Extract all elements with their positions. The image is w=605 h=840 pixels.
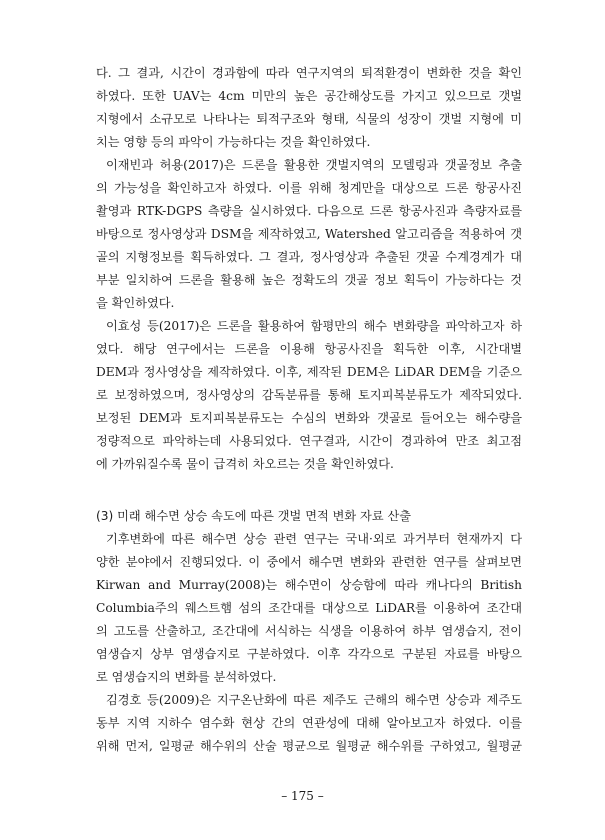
section-heading: (3) 미래 해수면 상승 속도에 따른 갯벌 면적 변화 자료 산출 bbox=[96, 509, 412, 523]
paragraph-3-line-4: 로 보정하였으며, 정사영상의 감독분류를 통해 토지피복분류도가 제작되었다. bbox=[96, 388, 522, 402]
paragraph-3-line-1: 이효성 등(2017)은 드론을 활용하여 함평만의 해수 변화량을 파악하고자 하 bbox=[106, 319, 522, 333]
paragraph-5-line-1: 김경호 등(2009)은 지구온난화에 따른 제주도 근해의 해수면 상승과 제주도 bbox=[106, 693, 522, 707]
paragraph-1-line-3: 지형에서 소규모로 나타나는 퇴적구조와 형태, 식물의 성장이 갯벌 지형에 미 bbox=[96, 112, 522, 126]
paragraph-3-line-6: 정량적으로 파악하는데 사용되었다. 연구결과, 시간이 경과하여 만조 최고점 bbox=[96, 434, 522, 448]
paragraph-2-line-5: 골의 지형정보를 획득하였다. 그 결과, 정사영상과 추출된 갯골 수계경계가 대 bbox=[96, 250, 522, 264]
paragraph-4-line-2: 양한 분야에서 진행되었다. 이 중에서 해수면 변화와 관련한 연구를 살펴보면 bbox=[96, 555, 522, 569]
paragraph-4-line-4: Columbia주의 웨스트햄 섬의 조간대를 대상으로 LiDAR를 이용하여 조간대 bbox=[96, 601, 522, 615]
paragraph-5-line-3: 위해 먼저, 일평균 해수위의 산술 평균으로 월평균 해수위를 구하였고, 월평균 bbox=[96, 739, 522, 753]
paragraph-4-line-1: 기후변화에 따른 해수면 상승 관련 연구는 국내·외로 과거부터 현재까지 다 bbox=[106, 532, 522, 546]
paragraph-2-line-2: 의 가능성을 확인하고자 하였다. 이를 위해 청계만을 대상으로 드론 항공사진 bbox=[96, 181, 522, 195]
paragraph-3-line-5: 보정된 DEM과 토지피복분류도는 수심의 변화와 갯골로 들어오는 해수량을 bbox=[96, 411, 522, 425]
paragraph-1-line-4: 치는 영향 등의 파악이 가능하다는 것을 확인하였다. bbox=[96, 135, 371, 149]
paragraph-3-line-3: DEM과 정사영상을 제작하였다. 이후, 제작된 DEM은 LiDAR DEM을 기준으 bbox=[96, 365, 522, 379]
paragraph-5-line-2: 동부 지역 지하수 염수화 현상 간의 연관성에 대해 알아보고자 하였다. 이를 bbox=[96, 716, 522, 730]
paragraph-4-line-3: Kirwan and Murray(2008)는 해수면이 상승함에 따라 캐나다의 British bbox=[96, 578, 522, 592]
paragraph-3-line-7: 에 가까워질수록 물이 급격히 차오르는 것을 확인하였다. bbox=[96, 457, 394, 471]
paragraph-2-line-3: 촬영과 RTK-DGPS 측량을 실시하였다. 다음으로 드론 항공사진과 측량자료를 bbox=[96, 204, 522, 218]
paragraph-2-line-6: 부분 일치하여 드론을 활용해 높은 정확도의 갯골 정보 획득이 가능하다는 것 bbox=[96, 273, 522, 287]
paragraph-2-line-4: 바탕으로 정사영상과 DSM을 제작하였고, Watershed 알고리즘을 적용하여 갯 bbox=[96, 227, 522, 241]
paragraph-1-line-1: 다. 그 결과, 시간이 경과함에 따라 연구지역의 퇴적환경이 변화한 것을 확인 bbox=[96, 66, 522, 80]
paragraph-1-line-2: 하였다. 또한 UAV는 4cm 미만의 높은 공간해상도를 가지고 있으므로 갯벌 bbox=[96, 89, 522, 103]
paragraph-4-line-6: 염생습지 상부 염생습지로 구분하였다. 이후 각각으로 구분된 자료를 바탕으 bbox=[96, 647, 522, 661]
paragraph-3-line-2: 였다. 해당 연구에서는 드론을 이용해 항공사진을 획득한 이후, 시간대별 bbox=[96, 342, 522, 356]
paragraph-4-line-7: 로 염생습지의 변화를 분석하였다. bbox=[96, 670, 277, 684]
paragraph-4-line-5: 의 고도를 산출하고, 조간대에 서식하는 식생을 이용하여 하부 염생습지, 전이 bbox=[96, 624, 522, 638]
paragraph-2-line-1: 이재빈과 허용(2017)은 드론을 활용한 갯벌지역의 모델링과 갯골정보 추출 bbox=[106, 158, 522, 172]
page-number: – 175 – bbox=[281, 789, 324, 803]
paragraph-2-line-7: 을 확인하였다. bbox=[96, 296, 175, 310]
